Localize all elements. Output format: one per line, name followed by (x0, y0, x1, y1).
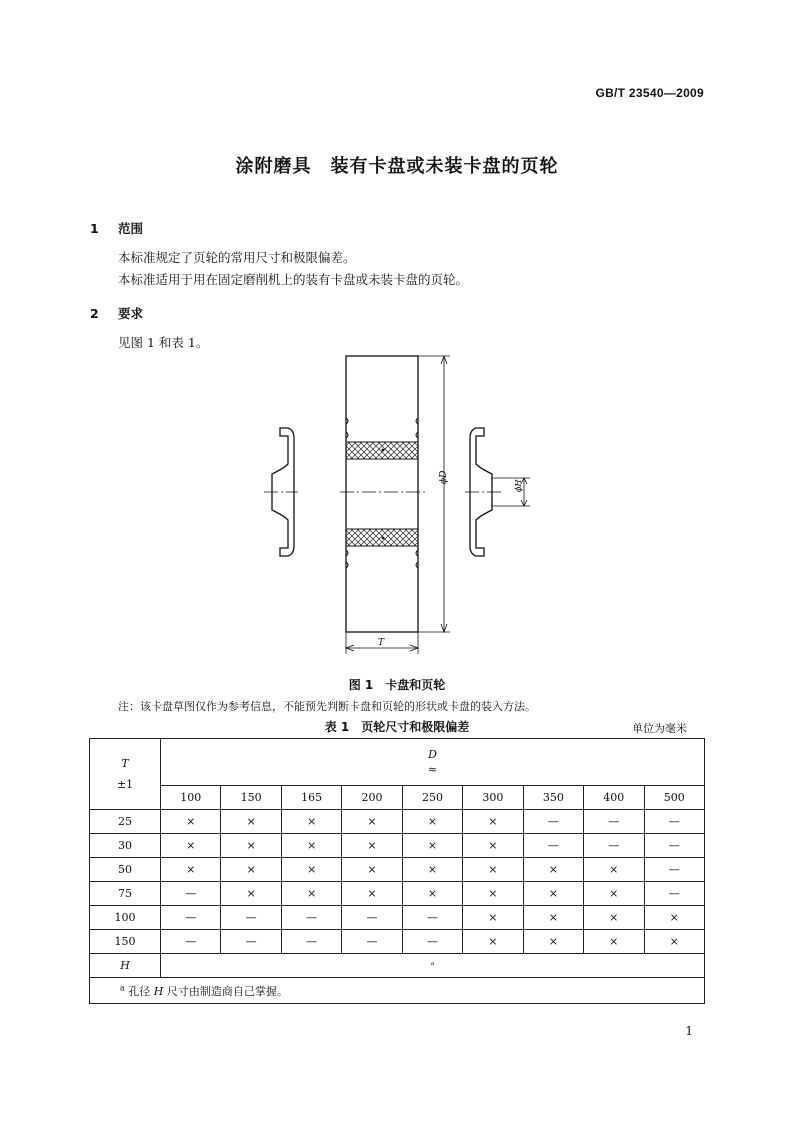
table-cell: — (523, 834, 583, 858)
column-header-d-165: 165 (281, 786, 341, 810)
table-cell: — (402, 930, 462, 954)
table-cell: — (281, 906, 341, 930)
table-cell: × (221, 858, 281, 882)
dim-d-label: ϕD (439, 470, 449, 484)
column-header-d-100: 100 (161, 786, 221, 810)
table-cell: × (523, 882, 583, 906)
table-cell: — (161, 906, 221, 930)
table-row (90, 858, 705, 882)
table-cell: × (463, 858, 523, 882)
figure-caption: 图 1 卡盘和页轮 (348, 678, 446, 692)
table-cell: × (221, 882, 281, 906)
table-cell: × (584, 858, 644, 882)
table-cell: × (281, 882, 341, 906)
section-1-paragraph-1: 本标准规定了页轮的常用尺寸和极限偏差。 (118, 250, 356, 265)
dim-t-label: T (378, 638, 385, 648)
table-footnote-row (90, 978, 705, 1004)
table-cell: — (644, 810, 705, 834)
column-header-d-400: 400 (584, 786, 644, 810)
table-cell: — (584, 810, 644, 834)
table-cell: × (584, 930, 644, 954)
column-header-d-350: 350 (523, 786, 583, 810)
document-title: 涂附磨具 装有卡盘或未装卡盘的页轮 (235, 156, 559, 177)
table-cell: × (281, 810, 341, 834)
row-t-value: 100 (90, 906, 161, 930)
table-cell: × (402, 858, 462, 882)
table-header-row (90, 739, 705, 786)
table-cell: — (221, 930, 281, 954)
table-cell: × (342, 858, 402, 882)
section-2-heading: 2 要求 (90, 306, 144, 321)
table-cell: × (584, 882, 644, 906)
table-unit: 单位为毫米 (632, 722, 687, 735)
table-cell: × (644, 906, 705, 930)
table-cell: — (584, 834, 644, 858)
table-cell: — (161, 882, 221, 906)
table-row (90, 906, 705, 930)
table-footnote: $^a$ 孔径 H 尺寸由制造商自己掌握。 (90, 978, 705, 1004)
page-number: 1 (685, 1024, 693, 1038)
column-header-d-200: 200 (342, 786, 402, 810)
table-row (90, 810, 705, 834)
table-cell: × (463, 930, 523, 954)
h-row-value: a (161, 954, 705, 978)
table-cell: — (281, 930, 341, 954)
dimension-table (89, 738, 705, 1004)
table-cell: × (523, 930, 583, 954)
h-row-label: H (90, 954, 161, 978)
table-cell: × (523, 906, 583, 930)
table-h-row (90, 954, 705, 978)
table-cell: × (463, 906, 523, 930)
table-cell: × (644, 930, 705, 954)
table-cell: — (161, 930, 221, 954)
standard-code: GB/T 23540—2009 (595, 86, 704, 100)
flap-wheel-drawing (250, 350, 550, 660)
table-cell: × (523, 858, 583, 882)
table-cell: — (644, 834, 705, 858)
figure-note: 注：该卡盘草图仅作为参考信息，不能预先判断卡盘和页轮的形状或卡盘的装入方法。 (118, 700, 536, 713)
d-header-cell: D ≈ (161, 739, 705, 786)
table-row (90, 834, 705, 858)
column-header-d-300: 300 (463, 786, 523, 810)
table-cell: — (644, 858, 705, 882)
table-cell: — (644, 882, 705, 906)
table-cell: × (342, 882, 402, 906)
table-cell: × (342, 810, 402, 834)
table-cell: × (402, 882, 462, 906)
row-t-value: 150 (90, 930, 161, 954)
table-cell: × (161, 810, 221, 834)
dim-h-label: ϕH (514, 479, 523, 492)
table-column-headers (90, 786, 705, 810)
row-t-value: 75 (90, 882, 161, 906)
table-cell: × (463, 834, 523, 858)
table-cell: — (342, 906, 402, 930)
table-cell: — (221, 906, 281, 930)
row-t-value: 25 (90, 810, 161, 834)
table-cell: — (523, 810, 583, 834)
table-cell: × (161, 834, 221, 858)
table-cell: × (281, 834, 341, 858)
column-header-d-500: 500 (644, 786, 705, 810)
section-1-heading: 1 范围 (90, 221, 144, 236)
table-cell: — (342, 930, 402, 954)
table-row (90, 930, 705, 954)
table-cell: × (584, 906, 644, 930)
section-2-paragraph-1: 见图 1 和表 1。 (118, 335, 209, 350)
table-cell: × (281, 858, 341, 882)
table-cell: × (402, 810, 462, 834)
table-cell: × (221, 834, 281, 858)
section-1-paragraph-2: 本标准适用于用在固定磨削机上的装有卡盘或未装卡盘的页轮。 (118, 272, 469, 287)
table-cell: × (463, 882, 523, 906)
table-cell: — (402, 906, 462, 930)
table-cell: × (342, 834, 402, 858)
table-cell: × (161, 858, 221, 882)
row-t-value: 50 (90, 858, 161, 882)
t-header-cell: T ±1 (90, 739, 161, 810)
wheel-body (346, 356, 418, 632)
table-caption: 表 1 页轮尺寸和极限偏差 (324, 720, 470, 734)
table-cell: × (402, 834, 462, 858)
column-header-d-250: 250 (402, 786, 462, 810)
table-cell: × (221, 810, 281, 834)
table-row (90, 882, 705, 906)
row-t-value: 30 (90, 834, 161, 858)
column-header-d-150: 150 (221, 786, 281, 810)
table-cell: × (463, 810, 523, 834)
